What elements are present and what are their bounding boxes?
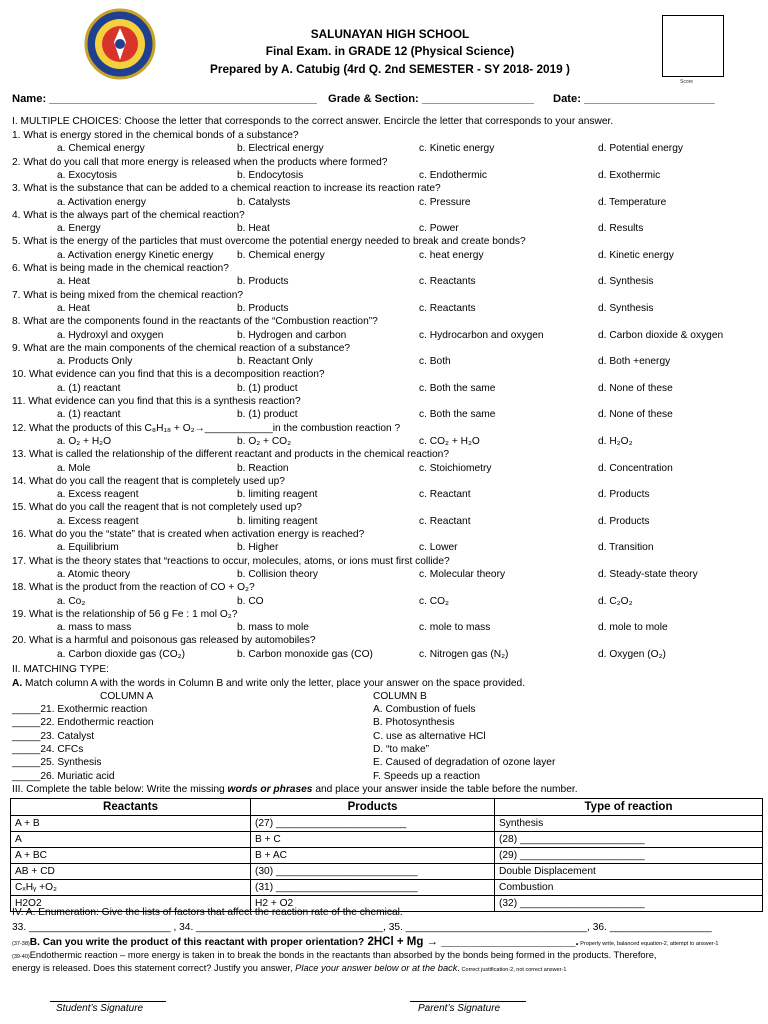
question-b-points: (37-38) xyxy=(12,941,30,947)
choice-b[interactable]: b. Higher xyxy=(237,542,279,554)
parent-signature-label: Parent’s Signature xyxy=(418,1003,501,1014)
question-text: 10. What evidence can you find that this is a decomposition reaction? xyxy=(12,369,325,381)
table-cell: AB + CD xyxy=(11,864,251,880)
column-b-title: COLUMN B xyxy=(373,691,427,702)
choice-a[interactable]: a. Energy xyxy=(57,223,101,235)
column-b-item: F. Speeds up a reaction xyxy=(373,770,481,782)
choice-d[interactable]: d. Products xyxy=(598,489,650,501)
choice-b[interactable]: b. Reaction xyxy=(237,462,289,474)
choice-a[interactable]: a. Atomic theory xyxy=(57,568,131,580)
choice-b[interactable]: b. Products xyxy=(237,302,289,314)
question-c-line2 xyxy=(12,963,566,973)
column-a-item[interactable]: _____25. Synthesis xyxy=(12,757,102,769)
table-cell[interactable]: (28) ______________________ xyxy=(495,832,763,848)
choice-b[interactable]: b. limiting reagent xyxy=(237,489,318,501)
header-type: Type of reaction xyxy=(495,799,763,816)
question-c-instruction: Place your answer below or at the back. xyxy=(292,963,461,973)
table-cell: CₓHᵧ +O₂ xyxy=(11,880,251,896)
part2-title: II. MATCHING TYPE: xyxy=(12,664,109,675)
question-text: 3. What is the substance that can be added to a chemical reaction to increase its reaction rate? xyxy=(12,183,441,195)
question-text: 7. What is being mixed from the chemical reaction? xyxy=(12,289,244,301)
choice-a[interactable]: a. Carbon dioxide gas (CO₂) xyxy=(57,648,185,660)
choice-b[interactable]: b. Heat xyxy=(237,223,270,235)
choice-d[interactable]: d. Carbon dioxide & oxygen xyxy=(598,329,724,341)
question-text: 20. What is a harmful and poisonous gas released by automobiles? xyxy=(12,635,316,647)
table-cell[interactable]: (32) ______________________ xyxy=(495,896,763,912)
column-a-item[interactable]: _____22. Endothermic reaction xyxy=(12,717,154,729)
question-b-text: B. Can you write the product of this reactant with proper orientation? xyxy=(29,937,365,948)
table-row xyxy=(11,880,763,896)
part3-instruction xyxy=(12,784,578,795)
choice-a[interactable]: a. Excess reagent xyxy=(57,515,139,527)
question-c-text2: energy is released. Does this statement correct? Justify you answer, xyxy=(12,963,293,973)
question-text: 12. What the products of this C₈H₁₈ + O₂→____________in the combustion reaction ? xyxy=(12,422,401,434)
question-c-text: Endothermic reaction – more energy is taken in to break the bonds in the reactants than absorbed by the bonds being formed in the products. Therefore, xyxy=(29,950,657,960)
part3-instruction-pre: III. Complete the table below: Write the missing xyxy=(12,784,228,795)
choice-d[interactable]: d. Products xyxy=(598,515,650,527)
choice-a[interactable]: a. O₂ + H₂O xyxy=(57,435,112,447)
choice-d[interactable]: d. Steady-state theory xyxy=(598,568,698,580)
choice-d[interactable]: d. Results xyxy=(598,223,644,235)
table-cell[interactable]: (31) _________________________ xyxy=(251,880,495,896)
choice-b[interactable]: b. (1) product xyxy=(237,409,298,421)
choice-a[interactable]: a. Activation energy xyxy=(57,196,146,208)
score-box[interactable] xyxy=(662,15,724,77)
part2-instruction xyxy=(12,678,525,689)
choice-c[interactable]: c. Molecular theory xyxy=(419,568,506,580)
question-text: 16. What do you the “state” that is created when activation energy is reached? xyxy=(12,529,365,540)
choice-c[interactable]: c. Reactants xyxy=(419,276,476,288)
table-row xyxy=(11,832,763,848)
choice-a[interactable]: a. Equilibrium xyxy=(57,542,119,554)
choice-c[interactable]: c. Nitrogen gas (N₂) xyxy=(419,648,509,660)
question-text: 4. What is the always part of the chemical reaction? xyxy=(12,209,245,221)
choice-a[interactable]: a. Chemical energy xyxy=(57,143,145,155)
choice-d[interactable]: d. Synthesis xyxy=(598,276,654,288)
reaction-table xyxy=(10,798,763,912)
choice-b[interactable]: b. Hydrogen and carbon xyxy=(237,329,347,341)
column-a-item[interactable]: _____23. Catalyst xyxy=(12,730,95,742)
choice-a[interactable]: a. Products Only xyxy=(57,356,133,368)
question-text: 19. What is the relationship of 56 g Fe : 1 mol O₂? xyxy=(12,608,238,620)
choice-d[interactable]: d. C₂O₂ xyxy=(598,595,633,607)
table-cell: B + AC xyxy=(251,848,495,864)
grade-section-field[interactable]: Grade & Section: __________________ xyxy=(328,93,534,105)
exam-title: Final Exam. in GRADE 12 (Physical Science) xyxy=(265,44,515,58)
question-b-note: Properly write, balanced equation-2, attempt to answer-1 xyxy=(578,941,719,947)
choice-c[interactable]: c. Power xyxy=(419,223,459,235)
choice-a[interactable]: a. Mole xyxy=(57,462,91,474)
table-row xyxy=(11,864,763,880)
choice-c[interactable]: c. Pressure xyxy=(419,196,471,208)
choice-d[interactable]: d. mole to mole xyxy=(598,622,668,634)
table-cell: H2 + O2 xyxy=(251,896,495,912)
school-seal-logo xyxy=(84,8,156,80)
question-text: 11. What evidence can you find that this is a synthesis reaction? xyxy=(12,396,301,407)
choice-b[interactable]: b. Endocytosis xyxy=(237,169,304,181)
prepared-by: Prepared by A. Catubig (4rd Q. 2nd SEMESTER - SY 2018- 2019 ) xyxy=(210,62,570,76)
table-cell[interactable]: (27) _______________________ xyxy=(251,816,495,832)
choice-b[interactable]: b. mass to mole xyxy=(237,622,309,634)
table-cell: A xyxy=(11,832,251,848)
choice-c[interactable]: c. Hydrocarbon and oxygen xyxy=(419,329,544,341)
question-text: 14. What do you call the reagent that is completely used up? xyxy=(12,475,285,487)
choice-d[interactable]: d. None of these xyxy=(598,409,673,421)
date-field[interactable]: Date: _____________________ xyxy=(553,93,715,105)
choice-b[interactable]: b. CO xyxy=(237,595,264,607)
table-cell[interactable]: (29) ______________________ xyxy=(495,848,763,864)
choice-b[interactable]: b. Carbon monoxide gas (CO) xyxy=(237,648,373,660)
question-text: 8. What are the components found in the reactants of the “Combustion reaction”? xyxy=(12,316,378,328)
part2-instruction-text: Match column A with the words in Column B and write only the letter, place your answer on the space provided. xyxy=(22,678,526,689)
choice-c[interactable]: c. Endothermic xyxy=(419,169,487,181)
table-cell: Combustion xyxy=(495,880,763,896)
choice-c[interactable]: c. Reactant xyxy=(419,489,471,501)
column-a-item[interactable]: _____26. Muriatic acid xyxy=(12,770,115,782)
part1-instruction: I. MULTIPLE CHOICES: Choose the letter that corresponds to the correct answer. Encircle the letter that corresponds to your answer. xyxy=(12,116,614,127)
choice-d[interactable]: d. Concentration xyxy=(598,462,673,474)
question-text: 13. What is called the relationship of the different reactant and products in the chemical reaction? xyxy=(12,449,449,461)
column-a-title: COLUMN A xyxy=(100,691,154,702)
question-c-note: Correct justification-2, not correct answer-1 xyxy=(460,967,567,973)
part4-title: IV. A. Enumeration: Give the lists of factors that affect the reaction rate of the chemical. xyxy=(12,907,403,918)
school-name: SALUNAYAN HIGH SCHOOL xyxy=(310,27,470,41)
enumeration-blanks[interactable]: 33. _________________________ , 34. _________________________________, 35. ________________________________, 36. __________________ xyxy=(12,922,712,933)
table-cell[interactable]: (30) _________________________ xyxy=(251,864,495,880)
choice-d[interactable]: d. Kinetic energy xyxy=(598,249,674,261)
part2-letter: A. xyxy=(12,678,23,689)
choice-c[interactable]: c. Stoichiometry xyxy=(419,462,492,474)
question-b xyxy=(12,936,718,948)
question-text: 18. What is the product from the reaction of CO + O₂? xyxy=(12,582,255,594)
choice-d[interactable]: d. Transition xyxy=(598,542,654,554)
choice-a[interactable]: a. (1) reactant xyxy=(57,382,121,394)
table-cell: A + B xyxy=(11,816,251,832)
choice-c[interactable]: c. CO₂ xyxy=(419,595,449,607)
question-c-line1 xyxy=(12,950,656,960)
header-products: Products xyxy=(251,799,495,816)
choice-d[interactable]: d. None of these xyxy=(598,382,673,394)
table-cell: B + C xyxy=(251,832,495,848)
choice-d[interactable]: d. Exothermic xyxy=(598,169,661,181)
choice-a[interactable]: a. Excess reagent xyxy=(57,489,139,501)
table-cell: A + BC xyxy=(11,848,251,864)
column-b-item: B. Photosynthesis xyxy=(373,717,455,729)
choice-d[interactable]: d. Oxygen (O₂) xyxy=(598,648,666,660)
choice-d[interactable]: d. H₂O₂ xyxy=(598,435,633,447)
choice-d[interactable]: d. Temperature xyxy=(598,196,667,208)
choice-c[interactable]: c. Both the same xyxy=(419,409,496,421)
choice-c[interactable]: c. heat energy xyxy=(419,249,484,261)
choice-c[interactable]: c. Lower xyxy=(419,542,458,554)
question-text: 6. What is being made in the chemical reaction? xyxy=(12,263,229,274)
choice-a[interactable]: a. Heat xyxy=(57,302,90,314)
name-field[interactable]: Name: ___________________________________________ xyxy=(12,93,317,105)
table-row xyxy=(11,848,763,864)
choice-c[interactable]: c. mole to mass xyxy=(419,622,491,634)
student-signature-line[interactable] xyxy=(50,1001,166,1002)
question-text: 15. What do you call the reagent that is not completely used up? xyxy=(12,502,302,514)
column-b-item: C. use as alternative HCl xyxy=(373,730,486,742)
choice-a[interactable]: a. (1) reactant xyxy=(57,409,121,421)
score-label: Score xyxy=(680,79,694,85)
header-reactants: Reactants xyxy=(11,799,251,816)
question-text: 9. What are the main components of the chemical reaction of a substance? xyxy=(12,342,351,354)
choice-a[interactable]: a. Exocytosis xyxy=(57,169,118,181)
column-a-item[interactable]: _____24. CFCs xyxy=(12,743,84,755)
table-cell: H2O2 xyxy=(11,896,251,912)
choice-b[interactable]: b. (1) product xyxy=(237,382,298,394)
choice-d[interactable]: d. Both +energy xyxy=(598,356,671,368)
choice-b[interactable]: b. Catalysts xyxy=(237,196,291,208)
table-row xyxy=(11,816,763,832)
choice-a[interactable]: a. mass to mass xyxy=(57,622,132,634)
table-cell: Double Displacement xyxy=(495,864,763,880)
choice-c[interactable]: c. Reactant xyxy=(419,515,471,527)
column-b-item: E. Caused of degradation of ozone layer xyxy=(373,757,556,769)
student-signature-label: Student’s Signature xyxy=(56,1003,144,1014)
part3-instruction-post: and place your answer inside the table before the number. xyxy=(312,784,578,795)
column-b-item: D. “to make” xyxy=(373,743,430,755)
choice-b[interactable]: b. Collision theory xyxy=(237,568,318,580)
column-a-item[interactable]: _____21. Exothermic reaction xyxy=(12,704,148,715)
choice-c[interactable]: c. Both the same xyxy=(419,382,496,394)
column-b-item: A. Combustion of fuels xyxy=(373,704,476,715)
parent-signature-line[interactable] xyxy=(410,1001,526,1002)
choice-a[interactable]: a. Hydroxyl and oxygen xyxy=(57,329,164,341)
choice-c[interactable]: c. CO₂ + H₂O xyxy=(419,435,480,447)
question-b-formula[interactable]: 2HCl + Mg → _____________________. xyxy=(364,936,579,948)
choice-b[interactable]: b. Electrical energy xyxy=(237,143,324,155)
choice-b[interactable]: b. Chemical energy xyxy=(237,249,325,261)
question-text: 1. What is energy stored in the chemical bonds of a substance? xyxy=(12,130,299,141)
choice-c[interactable]: c. Kinetic energy xyxy=(419,143,495,155)
choice-a[interactable]: a. Heat xyxy=(57,276,90,288)
choice-d[interactable]: d. Synthesis xyxy=(598,302,654,314)
question-text: 5. What is the energy of the particles that must overcome the potential energy needed to break and create bonds? xyxy=(12,236,526,248)
choice-b[interactable]: b. O₂ + CO₂ xyxy=(237,435,292,447)
part3-instruction-em: words or phrases xyxy=(227,784,313,795)
choice-b[interactable]: b. limiting reagent xyxy=(237,515,318,527)
choice-d[interactable]: d. Potential energy xyxy=(598,143,683,155)
table-cell: Synthesis xyxy=(495,816,763,832)
question-text: 2. What do you call that more energy is released when the products where formed? xyxy=(12,156,388,168)
choice-b[interactable]: b. Reactant Only xyxy=(237,356,313,368)
question-text: 17. What is the theory states that “reactions to occur, molecules, atoms, or ions must first collide? xyxy=(12,555,450,567)
choice-b[interactable]: b. Products xyxy=(237,276,289,288)
choice-a[interactable]: a. Co₂ xyxy=(57,595,86,607)
question-c-points: (39-40) xyxy=(12,954,30,960)
choice-c[interactable]: c. Both xyxy=(419,356,451,368)
choice-c[interactable]: c. Reactants xyxy=(419,302,476,314)
choice-a[interactable]: a. Activation energy Kinetic energy xyxy=(57,249,214,261)
